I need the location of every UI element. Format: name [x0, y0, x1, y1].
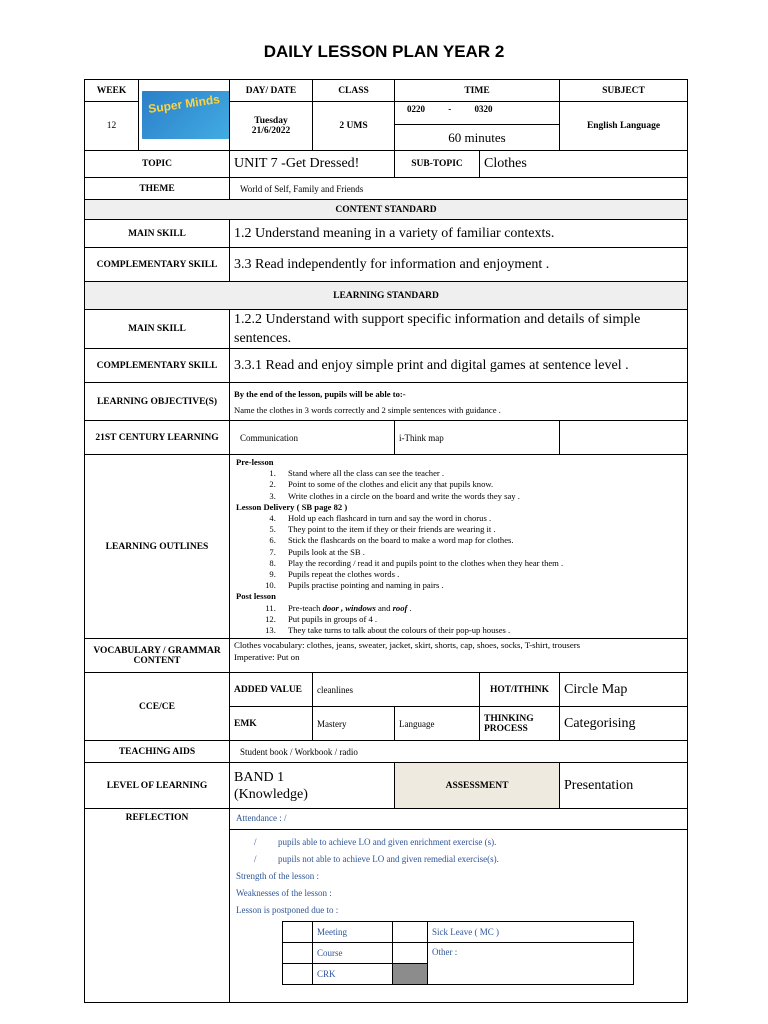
emk-value-2: Language — [395, 707, 480, 741]
theme-value: World of Self, Family and Friends — [230, 178, 688, 200]
duration-value: 60 minutes — [448, 130, 506, 145]
cs-complementary-value: 3.3 Read independently for information and enjoyment . — [230, 248, 688, 282]
aids-label: TEACHING AIDS — [85, 741, 230, 763]
list-item: 5. They point to the item if they or their friends are wearing it . — [278, 524, 681, 535]
post-lesson-list — [236, 603, 681, 637]
level-value-2: (Knowledge) — [234, 786, 308, 802]
pre-lesson-heading: Pre-lesson — [236, 457, 274, 467]
time-value — [395, 102, 560, 151]
meeting-label: Meeting — [313, 922, 393, 943]
enrichment-slash: / — [254, 837, 257, 848]
crk-label: CRK — [313, 964, 393, 985]
vocab-label: VOCABULARY / GRAMMAR CONTENT — [85, 639, 230, 673]
thinking-label: THINKING PROCESS — [480, 707, 560, 741]
list-item: 13. They take turns to talk about the colours of their pop-up houses . — [278, 625, 681, 636]
remedial-slash: / — [254, 854, 257, 865]
delivery-heading: Lesson Delivery ( SB page 82 ) — [236, 501, 348, 512]
book-cover — [139, 80, 230, 151]
enrichment-text: pupils able to achieve LO and given enrichment exercise (s). — [278, 837, 497, 848]
class-label: CLASS — [313, 80, 395, 102]
outlines-cell — [230, 455, 688, 639]
time-label: TIME — [395, 80, 560, 102]
added-value: cleanlines — [313, 673, 480, 707]
pre-lesson-list — [236, 468, 681, 502]
postponed-line: Lesson is postponed due to : — [236, 905, 339, 916]
page-title: DAILY LESSON PLAN YEAR 2 — [263, 42, 505, 61]
ls-complementary-value: 3.3.1 Read and enjoy simple print and digital games at sentence level . — [230, 349, 688, 383]
objective-label: LEARNING OBJECTIVE(S) — [85, 383, 230, 421]
list-item: 3. Write clothes in a circle on the board and write the words they say . — [278, 491, 681, 502]
week-label: WEEK — [85, 80, 139, 102]
day-date-value — [230, 102, 313, 151]
other-checkbox[interactable] — [393, 943, 428, 964]
sick-label: Sick Leave ( MC ) — [428, 922, 634, 943]
cs-main-skill-value: 1.2 Understand meaning in a variety of familiar contexts. — [230, 220, 688, 248]
topic-label: TOPIC — [85, 151, 230, 178]
other-label: Other : — [428, 943, 634, 985]
vocab-cell — [230, 639, 688, 673]
strength-line: Strength of the lesson : — [236, 871, 319, 882]
book-logo: Super Minds — [147, 92, 221, 116]
century-a: Communication — [230, 421, 395, 455]
reflection-cell — [230, 809, 688, 1003]
attendance-line: Attendance : / — [230, 809, 687, 830]
aids-value: Student book / Workbook / radio — [230, 741, 688, 763]
list-item: 8. Play the recording / read it and pupils point to the clothes when they hear them . — [278, 558, 681, 569]
list-item: 7. Pupils look at the SB . — [278, 547, 681, 558]
topic-value: UNIT 7 -Get Dressed! — [230, 151, 395, 178]
vocab-line-2: Imperative: Put on — [234, 652, 300, 663]
list-item: 1. Stand where all the class can see the teacher . — [278, 468, 681, 479]
time-end: 0320 — [474, 104, 493, 114]
postponed-reasons-table — [282, 921, 634, 985]
book-cover-image — [141, 90, 230, 140]
meeting-checkbox[interactable] — [283, 922, 313, 943]
level-cell — [230, 763, 395, 809]
week-value: 12 — [85, 102, 139, 151]
post-lesson-heading: Post lesson — [236, 591, 276, 602]
list-item: 11. Pre-teach door , windows and roof . — [278, 603, 681, 614]
added-value-label: ADDED VALUE — [230, 673, 313, 707]
level-label: LEVEL OF LEARNING — [85, 763, 230, 809]
century-label: 21ST CENTURY LEARNING — [85, 421, 230, 455]
subject-value: English Language — [560, 102, 688, 151]
subtopic-label: SUB-TOPIC — [395, 151, 480, 178]
day-label: DAY/ DATE — [230, 80, 313, 102]
emk-value-1: Mastery — [313, 707, 395, 741]
day-value: Tuesday — [254, 116, 288, 126]
list-item: 4. Hold up each flashcard in turn and say the word in chorus . — [278, 513, 681, 524]
time-separator: - — [448, 104, 452, 114]
time-start: 0220 — [407, 104, 425, 114]
date-value: 21/6/2022 — [251, 126, 291, 136]
list-item: 10. Pupils practise pointing and naming in pairs . — [278, 580, 681, 591]
hot-value: Circle Map — [560, 673, 688, 707]
course-label: Course — [313, 943, 393, 964]
ls-complementary-label: COMPLEMENTARY SKILL — [85, 349, 230, 383]
delivery-list — [236, 513, 681, 591]
assessment-label: ASSESSMENT — [395, 763, 560, 809]
objective-cell — [230, 383, 688, 421]
learning-standard-heading: LEARNING STANDARD — [85, 282, 688, 310]
list-item: 6. Stick the flashcards on the board to make a word map for clothes. — [278, 535, 681, 546]
crk-checkbox[interactable] — [283, 964, 313, 985]
ls-main-skill-label: MAIN SKILL — [85, 310, 230, 349]
list-item: 2. Point to some of the clothes and elicit any that pupils know. — [278, 479, 681, 490]
vocab-line-1: Clothes vocabulary: clothes, jeans, sweater, jacket, skirt, shorts, cap, shoes, socks, T-shirt, trousers — [234, 640, 581, 651]
objective-lead: By the end of the lesson, pupils will be able to:- — [234, 388, 406, 399]
course-checkbox[interactable] — [283, 943, 313, 964]
remedial-text: pupils not able to achieve LO and given remedial exercise(s). — [278, 854, 499, 865]
subject-label: SUBJECT — [560, 80, 688, 102]
hot-label: HOT/ITHINK — [480, 673, 560, 707]
objective-text: Name the clothes in 3 words correctly and 2 simple sentences with guidance . — [234, 404, 501, 415]
assessment-value: Presentation — [560, 763, 688, 809]
shaded-cell — [393, 964, 428, 985]
thinking-value: Categorising — [560, 707, 688, 741]
emk-label: EMK — [230, 707, 313, 741]
ls-main-skill-value: 1.2.2 Understand with support specific information and details of simple sentences. — [230, 310, 688, 349]
weakness-line: Weaknesses of the lesson : — [236, 888, 332, 899]
cs-complementary-label: COMPLEMENTARY SKILL — [85, 248, 230, 282]
cce-label: CCE/CE — [85, 673, 230, 741]
subtopic-value: Clothes — [480, 151, 688, 178]
lesson-plan-table — [84, 79, 688, 1003]
sick-checkbox[interactable] — [393, 922, 428, 943]
enrichment-line — [230, 830, 687, 851]
list-item: 12. Put pupils in groups of 4 . — [278, 614, 681, 625]
reflection-label: REFLECTION — [85, 809, 230, 1003]
century-b: i-Think map — [395, 421, 560, 455]
outlines-label: LEARNING OUTLINES — [85, 455, 230, 639]
remedial-line — [230, 851, 687, 868]
list-item: 9. Pupils repeat the clothes words . — [278, 569, 681, 580]
level-value-1: BAND 1 — [234, 769, 285, 785]
cs-main-skill-label: MAIN SKILL — [85, 220, 230, 248]
content-standard-heading: CONTENT STANDARD — [85, 200, 688, 220]
class-value: 2 UMS — [313, 102, 395, 151]
century-c — [560, 421, 688, 455]
theme-label: THEME — [85, 178, 230, 200]
